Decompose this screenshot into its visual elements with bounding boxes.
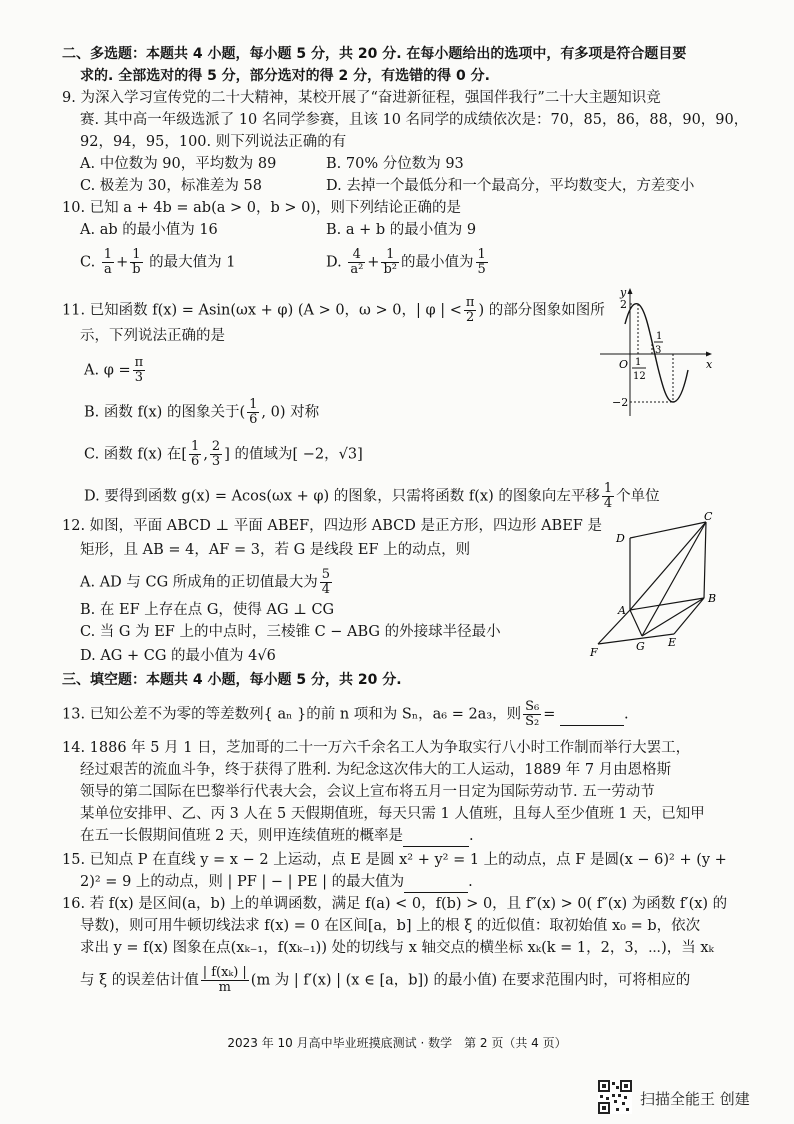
scanner-label: 扫描全能王 创建 [640, 1090, 750, 1108]
q9-option-c: C. 极差为 30，标准差为 58 [80, 178, 262, 194]
q15-stem-2: 2)² = 9 上的动点，则 | PF | − | PE | 的最大值为 . [80, 872, 473, 893]
q11-stem-2: 示，下列说法正确的是 [80, 328, 225, 344]
q14-stem-2: 经过艰苦的流血斗争，终于获得了胜利. 为纪念这次伟大的工人运动，1889 年 7 月由恩格斯 [80, 762, 672, 778]
q11-stem-1: 11. 已知函数 f(x) = Asin(ωx + φ) (A > 0，ω > 0，| φ | < $\frac{\pi}{2}$ ) 的部分图象如图所 [62, 295, 605, 325]
q14-stem-4: 某单位安排甲、乙、丙 3 人在 5 天假期值班，每天只需 1 人值班，且每人至少值班 1 天，已知甲 [80, 806, 705, 822]
q12-stem-2: 矩形，且 AB = 4，AF = 3，若 G 是线段 EF 上的动点，则 [80, 542, 471, 558]
q11-option-b: B. 函数 f(x) 的图象关于( $\frac{1}{6}$ , 0) 对称 [84, 397, 320, 427]
label-F: F [590, 646, 598, 659]
y-axis-arrow-icon [628, 288, 633, 294]
q16-stem-3: 求出 y = f(x) 图象在点(xₖ₋₁，f(xₖ₋₁)) 处的切线与 x 轴交点的横坐标 xₖ(k = 1，2，3，⋯)，当 xₖ [80, 940, 714, 956]
edge-CB [704, 522, 706, 598]
q9-stem-1: 9. 为深入学习宣传党的二十大精神，某校开展了“奋进新征程，强国伴我行”二十大主题知识竞 [62, 90, 661, 106]
y-min-label: −2 [612, 396, 629, 409]
q13-stem: 13. 已知公差不为零的等差数列{ aₙ }的前 n 项和为 Sₙ，a₆ = 2a₃，则 $\frac{\text{S₆}}{\text{S₂}}$ = . [62, 699, 629, 729]
x-tick-1-den: 12 [633, 371, 646, 382]
label-E: E [668, 636, 677, 649]
y-axis-label: y [620, 286, 627, 299]
x-axis-arrow-icon [706, 352, 712, 357]
q16-stem-1: 16. 若 f(x) 是区间(a，b) 上的单调函数，满足 f(a) < 0，f(b) > 0，且 f″(x) > 0( f″(x) 为函数 f′(x) 的 [62, 896, 728, 912]
section-2-header: 二、多选题：本题共 4 小题，每小题 5 分，共 20 分. 在每小题给出的选项中，有多项是符合题目要 [62, 46, 687, 62]
q9-stem-2: 赛. 其中高一年级选派了 10 名同学参赛，且该 10 名同学的成绩依次是：70，85，86，88，90，90， [80, 112, 749, 128]
x-tick-2-num: 1 [656, 331, 663, 342]
label-G: G [636, 640, 645, 653]
q9-stem-3: 92，94，95，100. 则下列说法正确的有 [80, 134, 347, 150]
q12-option-a: A. AD 与 CG 所成角的正切值最大为 $\frac{5}{4}$ [80, 567, 331, 597]
q14-stem-1: 14. 1886 年 5 月 1 日，芝加哥的二十一万六千余名工人为争取实行八小时工作制而举行大罢工， [62, 740, 691, 756]
section-3-header: 三、填空题：本题共 4 小题，每小题 5 分，共 20 分. [62, 672, 402, 688]
edge-GB [642, 598, 704, 636]
q12-solid-figure [586, 510, 720, 660]
label-C: C [704, 510, 713, 523]
q10-stem: 10. 已知 a + 4b = ab(a > 0，b > 0)，则下列结论正确的是 [62, 200, 462, 216]
q10-option-d: D. $\frac{4}{\text{a²}}$ + $\frac{1}{\text{b²}}$ 的最小值为 $\frac{1}{5}$ [326, 247, 486, 277]
q14-answer-blank[interactable] [403, 826, 469, 847]
label-B: B [708, 592, 717, 605]
x-tick-2-den: 3 [655, 345, 662, 356]
q11-option-a: A. φ = $\frac{\pi}{3}$ [84, 355, 144, 385]
q15-stem-1: 15. 已知点 P 在直线 y = x − 2 上运动，点 E 是圆 x² + y² = 1 上的动点，点 F 是圆(x − 6)² + (y + [62, 852, 727, 868]
y-max-label: 2 [620, 298, 627, 311]
q9-option-d: D. 去掉一个最低分和一个最高分，平均数变大，方差变小 [326, 178, 695, 194]
origin-label: O [619, 358, 629, 371]
q14-stem-3: 领导的第二国际在巴黎举行代表大会，会议上宣布将五月一日定为国际劳动节. 五一劳动节 [80, 784, 655, 800]
page-footer: 2023 年 10 月高中毕业班摸底测试 · 数学 第 2 页（共 4 页） [227, 1036, 567, 1050]
q9-option-b: B. 70% 分位数为 93 [326, 156, 464, 172]
q9-option-a: A. 中位数为 90，平均数为 89 [80, 156, 277, 172]
q12-option-c: C. 当 G 为 EF 上的中点时，三棱锥 C − ABG 的外接球半径最小 [80, 624, 501, 640]
q12-option-d: D. AG + CG 的最小值为 4√6 [80, 648, 276, 664]
q12-option-b: B. 在 EF 上存在点 G，使得 AG ⊥ CG [80, 602, 335, 618]
qr-code-icon [598, 1080, 632, 1114]
q16-stem-2: 导数)，则可用牛顿切线法求 f(x) = 0 在区间[a，b] 上的根 ξ 的近似值：取初始值 x₀ = b，依次 [80, 918, 701, 934]
q14-stem-5: 在五一长假期间值班 2 天，则甲连续值班的概率是 . [80, 826, 474, 847]
section-2-header-cont: 求的. 全部选对的得 5 分，部分选对的得 2 分，有选错的得 0 分. [80, 68, 490, 84]
q15-answer-blank[interactable] [404, 872, 468, 893]
x-axis-label: x [706, 358, 713, 371]
q13-answer-blank[interactable] [560, 705, 624, 726]
label-D: D [616, 532, 625, 545]
label-A: A [618, 604, 626, 617]
q11-option-c: C. 函数 f(x) 在[ $\frac{1}{6}$ , $\frac{2}{3}$ ] 的值域为[ −2，√3] [84, 439, 363, 469]
edge-EB [674, 598, 704, 634]
q12-stem-1: 12. 如图，平面 ABCD ⊥ 平面 ABEF，四边形 ABCD 是正方形，四边形 ABEF 是 [62, 518, 602, 534]
x-tick-1-num: 1 [635, 357, 642, 368]
q10-option-c: C. $\frac{1}{a}$ + $\frac{1}{b}$ 的最大值为 1 [80, 247, 236, 277]
q16-stem-4: 与 ξ 的误差估计值 $\frac{\text{| f(xₖ) |}}{m}$ (m 为 | f′(x) | (x ∈ [a，b]) 的最小值) 在要求范围内时，可将相应的 [80, 965, 691, 995]
q11-option-d: D. 要得到函数 g(x) = Acos(ωx + φ) 的图象，只需将函数 f(x) 的图象向左平移 $\frac{1}{4}$ 个单位 [84, 481, 660, 511]
edge-AG [630, 610, 642, 636]
q10-option-a: A. ab 的最小值为 16 [80, 222, 218, 238]
q10-option-b: B. a + b 的最小值为 9 [326, 222, 477, 238]
q11-function-graph [596, 284, 716, 419]
edge-GC [642, 522, 706, 636]
edge-AB [630, 598, 704, 610]
